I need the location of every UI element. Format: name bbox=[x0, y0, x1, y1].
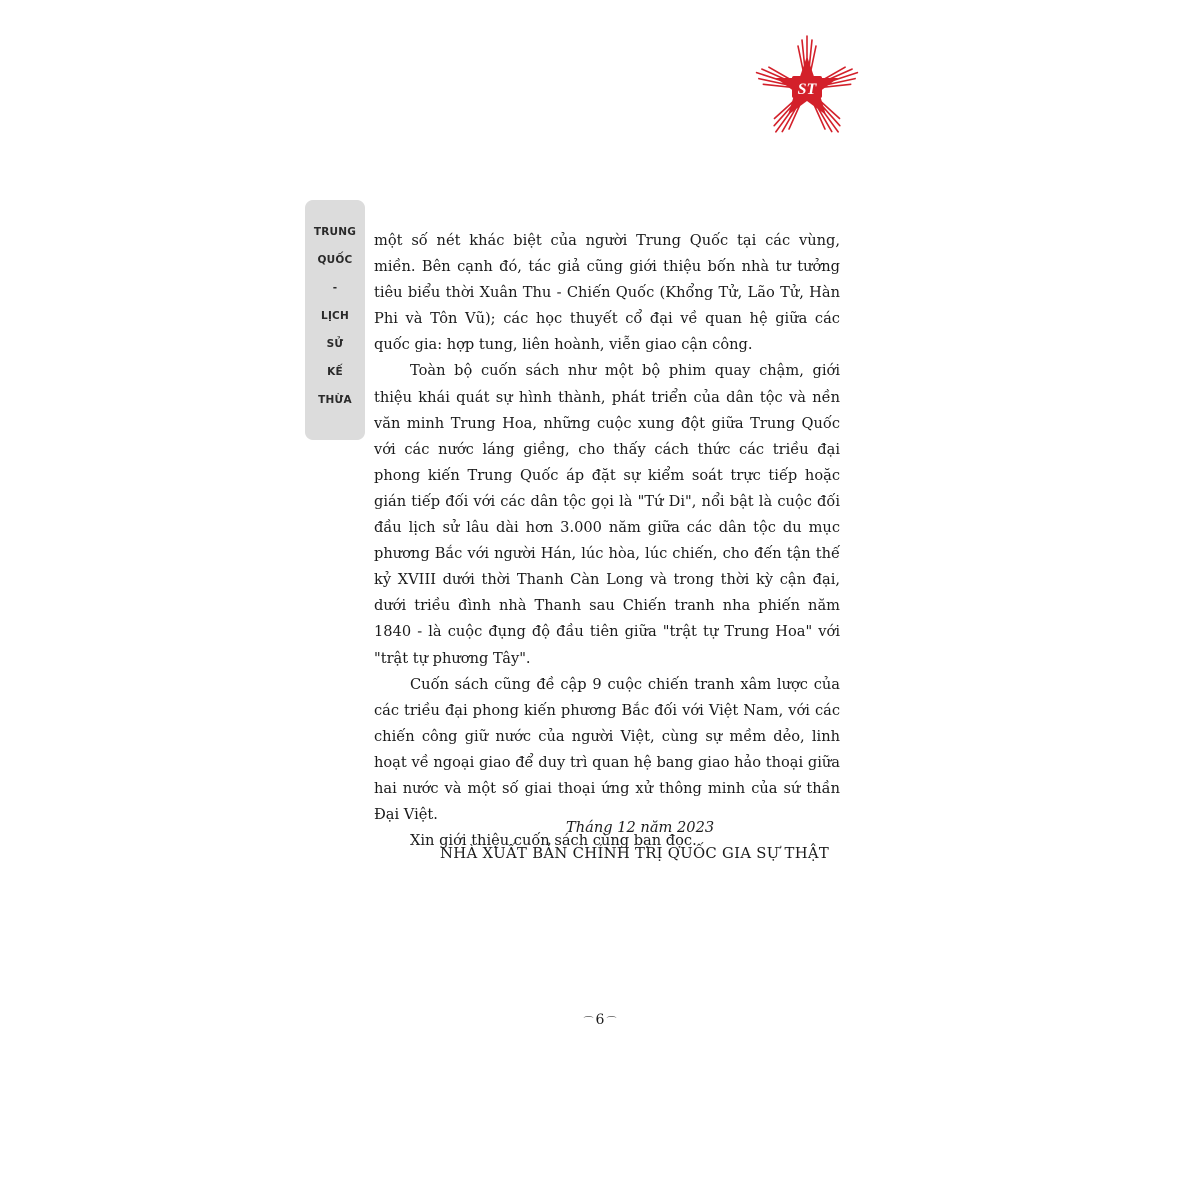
ornament-right-icon: ⌒ bbox=[606, 1016, 617, 1028]
side-tab-word: THỪA bbox=[318, 394, 352, 406]
ornament-left-icon: ⌒ bbox=[583, 1016, 594, 1028]
side-tab-word: SỬ bbox=[326, 338, 344, 350]
logo-monogram: ST bbox=[797, 81, 817, 98]
side-tab-word: TRUNG bbox=[313, 226, 357, 238]
side-tab-word: KẾ bbox=[327, 366, 343, 378]
page-number-value: 6 bbox=[595, 1012, 605, 1028]
star-burst-logo bbox=[748, 30, 866, 148]
body-paragraph: Toàn bộ cuốn sách như một bộ phim quay chậm, giới thiệu khái quát sự hình thành, phát triển của dân tộc và nền văn minh Trung Hoa, những cuộc xung đột giữa Trung Quốc với các nước láng giềng, cho thấy cách thức các triều đại phong kiến Trung Quốc áp đặt sự kiểm soát trực tiếp hoặc gián tiếp đối với các dân tộc gọi là "Tứ Di", nổi bật là cuộc đối đầu lịch sử lâu dài hơn 3.000 năm giữa các dân tộc du mục phương Bắc với người Hán, lúc hòa, lúc chiến, cho đến tận thế kỷ XVIII dưới thời Thanh Càn Long và trong thời kỳ cận đại, dưới triều đình nhà Thanh sau Chiến tranh nha phiến năm 1840 - là cuộc đụng độ đầu tiên giữa "trật tự Trung Hoa" với "trật tự phương Tây". bbox=[374, 362, 840, 667]
publisher-name: NHÀ XUẤT BẢN CHÍNH TRỊ QUỐC GIA SỰ THẬT bbox=[440, 845, 830, 862]
body-paragraph: Xin giới thiệu cuốn sách cùng bạn đọc. bbox=[410, 832, 697, 850]
side-tab-word: - bbox=[332, 282, 338, 294]
body-text bbox=[374, 228, 840, 854]
side-tab-word: QUỐC bbox=[317, 254, 353, 266]
side-tab-word: LỊCH bbox=[321, 310, 349, 322]
body-paragraph: Cuốn sách cũng đề cập 9 cuộc chiến tranh xâm lược của các triều đại phong kiến phương Bắc đối với Việt Nam, với các chiến công giữ nước của người Việt, cùng sự mềm dẻo, linh hoạt về ngoại giao để duy trì quan hệ bang giao hảo thoại giữa hai nước và một số giai thoại ứng xử thông minh của sứ thần Đại Việt. bbox=[374, 675, 840, 824]
date-line: Tháng 12 năm 2023 bbox=[566, 819, 715, 836]
body-paragraph: một số nét khác biệt của người Trung Quốc tại các vùng, miền. Bên cạnh đó, tác giả cũng giới thiệu bốn nhà tư tưởng tiêu biểu thời Xuân Thu - Chiến Quốc (Khổng Tử, Lão Tử, Hàn Phi và Tôn Vũ); các học thuyết cổ đại về quan hệ giữa các quốc gia: hợp tung, liên hoành, viễn giao cận công. bbox=[374, 232, 840, 354]
side-tab-book-title bbox=[305, 200, 365, 440]
page-number bbox=[570, 1008, 630, 1032]
